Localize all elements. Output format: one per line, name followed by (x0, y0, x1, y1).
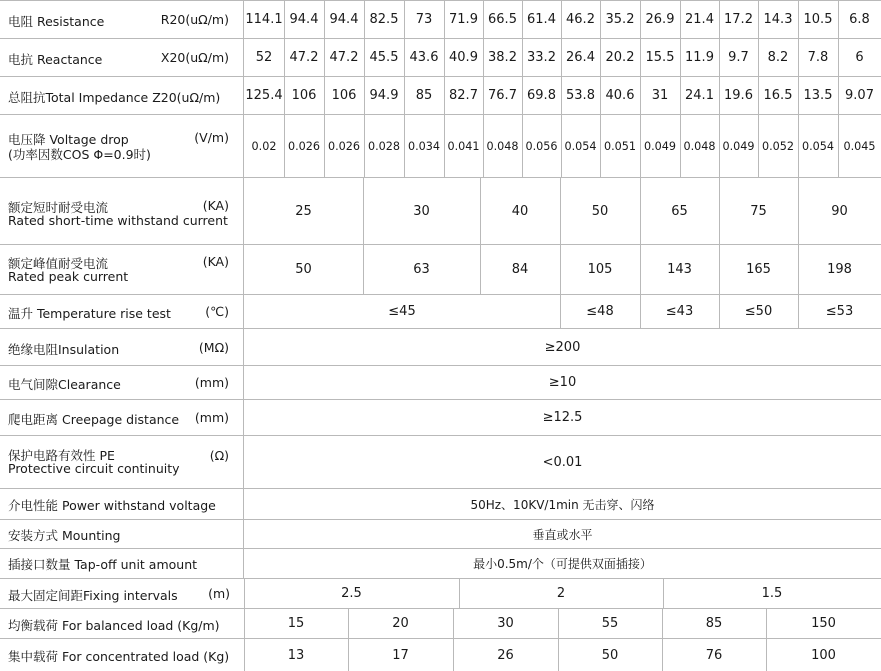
clearance-label-cell (0, 366, 244, 399)
peak-value-1: 50 (295, 262, 312, 277)
cell-divider (758, 39, 759, 76)
peak-value-2: 63 (413, 262, 430, 277)
resistance-value-8: 61.4 (527, 12, 556, 27)
impedance-value-7: 76.7 (488, 88, 517, 103)
cell-divider (324, 77, 325, 114)
resistance-row (0, 1, 881, 39)
resistance-value-13: 17.2 (724, 12, 753, 27)
voltage-drop-value-9: 0.054 (564, 139, 597, 153)
resistance-value-2: 94.4 (289, 12, 319, 27)
resistance-value-10: 35.2 (605, 12, 635, 27)
resistance-unit: R20(uΩ/m) (160, 12, 229, 27)
power-withstand-row (0, 489, 881, 520)
cell-divider (483, 39, 484, 76)
cell-divider (600, 1, 601, 38)
cell-divider (640, 1, 641, 38)
voltage-drop-value-3: 0.026 (327, 139, 361, 153)
impedance-value-10: 40.6 (605, 88, 635, 103)
balanced-value-6: 150 (811, 616, 836, 631)
cell-divider (600, 77, 601, 114)
voltage-drop-value-7: 0.048 (486, 139, 519, 153)
fixing-row (0, 579, 881, 609)
tapoff-label-cell (0, 549, 244, 578)
clearance-unit: (mm) (194, 375, 229, 390)
power-withstand-value: 50Hz、10KV/1min 无击穿、闪络 (470, 497, 655, 512)
insulation-row (0, 329, 881, 366)
cell-divider (522, 115, 523, 177)
impedance-value-3: 106 (331, 88, 357, 103)
temperature-label: 温升 Temperature rise test (8, 306, 171, 321)
reactance-label-cell (0, 39, 244, 76)
impedance-value-9: 53.8 (566, 88, 595, 103)
voltage-drop-value-16: 0.045 (843, 139, 876, 153)
resistance-value-1: 114.1 (245, 12, 283, 27)
cell-divider (444, 77, 445, 114)
cell-divider (640, 115, 641, 177)
impedance-value-1: 125.4 (245, 88, 283, 103)
resistance-value-14: 14.3 (763, 12, 793, 27)
reactance-label: 电抗 Reactance (8, 52, 103, 67)
cell-divider (719, 1, 720, 38)
reactance-value-14: 8.2 (767, 50, 789, 65)
insulation-label-cell (0, 329, 244, 365)
voltage-drop-value-12: 0.048 (683, 139, 716, 153)
cell-divider (663, 579, 664, 608)
cell-divider (719, 295, 720, 328)
voltage-drop-value-15: 0.054 (801, 139, 835, 153)
concentrated-value-1: 13 (287, 647, 305, 663)
cell-divider (404, 1, 405, 38)
cell-divider (480, 245, 481, 294)
cell-divider (284, 39, 285, 76)
impedance-label: 总阻抗Total Impedance Z20(uΩ/m) (8, 90, 221, 105)
short-time-value-1: 25 (295, 203, 312, 219)
resistance-value-16: 6.8 (849, 12, 870, 27)
voltage-drop-value-8: 0.056 (525, 139, 558, 153)
voltage-drop-value-1: 0.02 (251, 139, 277, 153)
impedance-value-14: 16.5 (763, 88, 793, 103)
resistance-value-5: 73 (415, 12, 433, 27)
cell-divider (798, 178, 799, 244)
cell-divider (363, 178, 364, 244)
pe-label: 保护电路有效性 PE (8, 448, 115, 463)
tapoff-label: 插接口数量 Tap-off unit amount (8, 557, 198, 572)
voltage-drop-sublabel: (功率因数COS Φ=0.9时) (8, 147, 151, 162)
peak-unit: (KA) (202, 254, 229, 269)
impedance-value-8: 69.8 (527, 88, 556, 103)
cell-divider (364, 1, 365, 38)
cell-divider (348, 639, 349, 671)
balanced-label-cell (0, 609, 244, 638)
pe-row (0, 436, 881, 489)
fixing-value-3: 1.5 (761, 586, 783, 601)
impedance-value-12: 24.1 (685, 88, 714, 103)
cell-divider (758, 115, 759, 177)
resistance-value-7: 66.5 (488, 12, 517, 27)
voltage-drop-label: 电压降 Voltage drop (8, 132, 129, 147)
peak-row (0, 245, 881, 295)
cell-divider (798, 115, 799, 177)
creepage-unit: (mm) (194, 410, 229, 425)
tapoff-value: 最小0.5m/个（可提供双面插接） (473, 557, 652, 571)
cell-divider (324, 39, 325, 76)
cell-divider (364, 77, 365, 114)
clearance-row (0, 366, 881, 400)
peak-label: 额定峰值耐受电流 (8, 256, 109, 271)
cell-divider (561, 77, 562, 114)
resistance-label: 电阻 Resistance (8, 14, 105, 29)
reactance-row (0, 39, 881, 77)
reactance-value-4: 45.5 (369, 50, 399, 65)
short-time-sublabel: Rated short-time withstand current (8, 213, 228, 228)
resistance-value-4: 82.5 (369, 12, 399, 27)
concentrated-value-4: 50 (601, 647, 619, 663)
cell-divider (453, 639, 454, 671)
cell-divider (838, 115, 839, 177)
cell-divider (522, 39, 523, 76)
cell-divider (662, 639, 663, 671)
impedance-value-16: 9.07 (845, 88, 874, 103)
cell-divider (522, 77, 523, 114)
reactance-value-5: 43.6 (409, 50, 439, 65)
short-time-value-4: 50 (591, 203, 609, 219)
voltage-drop-value-14: 0.052 (761, 139, 795, 153)
cell-divider (558, 609, 559, 638)
cell-divider (560, 295, 561, 328)
impedance-row (0, 77, 881, 115)
impedance-value-2: 106 (291, 88, 317, 103)
cell-divider (719, 245, 720, 294)
cell-divider (680, 1, 681, 38)
resistance-label-cell (0, 1, 244, 38)
cell-divider (758, 77, 759, 114)
peak-value-4: 105 (587, 262, 613, 277)
voltage-drop-value-13: 0.049 (722, 139, 755, 153)
impedance-value-6: 82.7 (449, 88, 478, 103)
pe-unit: (Ω) (209, 448, 229, 463)
reactance-value-13: 9.7 (728, 50, 749, 65)
insulation-value: ≥200 (544, 339, 581, 355)
cell-divider (719, 77, 720, 114)
impedance-value-13: 19.6 (724, 88, 753, 103)
cell-divider (838, 77, 839, 114)
cell-divider (404, 77, 405, 114)
cell-divider (680, 39, 681, 76)
cell-divider (640, 295, 641, 328)
pe-label-cell (0, 436, 244, 488)
cell-divider (798, 245, 799, 294)
cell-divider (364, 115, 365, 177)
voltage-drop-value-6: 0.041 (447, 139, 480, 153)
voltage-drop-unit: (V/m) (194, 130, 229, 145)
peak-value-7: 198 (827, 262, 852, 277)
resistance-value-9: 46.2 (566, 12, 595, 27)
concentrated-value-3: 26 (497, 647, 514, 663)
temperature-label-cell (0, 295, 244, 328)
cell-divider (838, 1, 839, 38)
cell-divider (444, 39, 445, 76)
mounting-label: 安装方式 Mounting (8, 528, 121, 543)
cell-divider (640, 39, 641, 76)
power-withstand-label-cell (0, 489, 244, 519)
reactance-value-1: 52 (255, 50, 273, 65)
mounting-row (0, 520, 881, 549)
cell-divider (798, 39, 799, 76)
cell-divider (453, 609, 454, 638)
concentrated-label: 集中载荷 For concentrated load (Kg) (8, 649, 230, 664)
voltage-drop-value-4: 0.028 (367, 139, 401, 153)
peak-value-5: 143 (667, 262, 692, 277)
cell-divider (766, 609, 767, 638)
temperature-value-5: ≤53 (825, 304, 854, 319)
cell-divider (680, 115, 681, 177)
reactance-value-10: 20.2 (605, 50, 635, 65)
fixing-label: 最大固定间距Fixing intervals (8, 588, 178, 603)
short-time-value-5: 65 (671, 203, 688, 219)
cell-divider (364, 39, 365, 76)
impedance-value-4: 94.9 (369, 88, 399, 103)
cell-divider (798, 1, 799, 38)
cell-divider (483, 77, 484, 114)
cell-divider (244, 609, 245, 638)
cell-divider (640, 178, 641, 244)
cell-divider (719, 39, 720, 76)
fixing-label-cell (0, 579, 244, 608)
cell-divider (324, 115, 325, 177)
cell-divider (640, 77, 641, 114)
cell-divider (766, 639, 767, 671)
mounting-value: 垂直或水平 (532, 527, 593, 542)
cell-divider (522, 1, 523, 38)
impedance-value-11: 31 (651, 88, 669, 103)
cell-divider (480, 178, 481, 244)
voltage-drop-value-10: 0.051 (603, 139, 637, 153)
cell-divider (284, 77, 285, 114)
temperature-value-3: ≤43 (665, 304, 694, 319)
reactance-value-16: 6 (855, 50, 864, 65)
reactance-value-11: 15.5 (645, 50, 675, 65)
balanced-value-4: 55 (601, 616, 619, 631)
concentrated-value-6: 100 (811, 647, 836, 663)
peak-label-cell (0, 245, 244, 294)
pe-value: <0.01 (542, 454, 583, 470)
cell-divider (348, 609, 349, 638)
cell-divider (798, 295, 799, 328)
reactance-value-9: 26.4 (566, 50, 595, 65)
power-withstand-label: 介电性能 Power withstand voltage (8, 498, 216, 513)
short-time-label: 额定短时耐受电流 (8, 200, 109, 215)
short-time-row (0, 178, 881, 245)
creepage-value: ≥12.5 (542, 410, 583, 425)
cell-divider (600, 39, 601, 76)
cell-divider (244, 579, 245, 608)
resistance-value-11: 26.9 (645, 12, 675, 27)
temperature-value-4: ≤50 (744, 304, 773, 319)
balanced-row (0, 609, 881, 639)
temperature-unit: (℃) (205, 304, 229, 319)
cell-divider (444, 1, 445, 38)
cell-divider (459, 579, 460, 608)
short-time-label-cell (0, 178, 244, 244)
reactance-unit: X20(uΩ/m) (160, 50, 229, 65)
reactance-value-12: 11.9 (685, 50, 714, 65)
short-time-unit: (KA) (202, 198, 229, 213)
resistance-value-15: 10.5 (803, 12, 833, 27)
cell-divider (558, 639, 559, 671)
voltage-drop-value-2: 0.026 (287, 139, 321, 153)
cell-divider (662, 609, 663, 638)
clearance-value: ≥10 (548, 375, 577, 390)
balanced-value-3: 30 (497, 616, 514, 631)
cell-divider (719, 115, 720, 177)
voltage-drop-label-cell (0, 115, 244, 177)
cell-divider (244, 639, 245, 671)
creepage-label-cell (0, 400, 244, 435)
temperature-value-2: ≤48 (586, 304, 614, 319)
concentrated-value-2: 17 (392, 647, 409, 663)
pe-sublabel: Protective circuit continuity (8, 461, 180, 476)
temperature-value-1: ≤45 (388, 304, 416, 319)
resistance-value-12: 21.4 (685, 12, 714, 27)
cell-divider (444, 115, 445, 177)
clearance-label: 电气间隙Clearance (8, 377, 121, 392)
reactance-value-15: 7.8 (807, 50, 829, 65)
cell-divider (404, 115, 405, 177)
reactance-value-8: 33.2 (527, 50, 556, 65)
impedance-value-15: 13.5 (803, 88, 833, 103)
resistance-value-3: 94.4 (329, 12, 359, 27)
cell-divider (600, 115, 601, 177)
cell-divider (640, 245, 641, 294)
concentrated-row (0, 639, 881, 671)
cell-divider (561, 39, 562, 76)
creepage-row (0, 400, 881, 436)
cell-divider (798, 77, 799, 114)
voltage-drop-row (0, 115, 881, 178)
reactance-value-6: 40.9 (449, 50, 478, 65)
balanced-value-5: 85 (705, 616, 723, 631)
impedance-label-cell (0, 77, 244, 114)
cell-divider (483, 115, 484, 177)
temperature-row (0, 295, 881, 329)
short-time-value-3: 40 (511, 203, 529, 219)
peak-sublabel: Rated peak current (8, 269, 129, 284)
fixing-value-2: 2 (556, 586, 566, 601)
cell-divider (719, 178, 720, 244)
cell-divider (561, 115, 562, 177)
cell-divider (560, 178, 561, 244)
cell-divider (758, 1, 759, 38)
short-time-value-2: 30 (413, 203, 430, 219)
voltage-drop-value-11: 0.049 (643, 139, 677, 153)
creepage-label: 爬电距离 Creepage distance (8, 412, 180, 427)
balanced-value-1: 15 (287, 616, 305, 631)
insulation-label: 绝缘电阻Insulation (8, 342, 120, 357)
short-time-value-6: 75 (750, 203, 767, 219)
cell-divider (284, 1, 285, 38)
short-time-value-7: 90 (831, 203, 848, 219)
concentrated-label-cell (0, 639, 244, 671)
reactance-value-7: 38.2 (488, 50, 517, 65)
reactance-value-2: 47.2 (289, 50, 319, 65)
cell-divider (284, 115, 285, 177)
cell-divider (324, 1, 325, 38)
resistance-value-6: 71.9 (449, 12, 478, 27)
cell-divider (680, 77, 681, 114)
reactance-value-3: 47.2 (329, 50, 359, 65)
peak-value-6: 165 (746, 262, 771, 277)
cell-divider (363, 245, 364, 294)
concentrated-value-5: 76 (705, 647, 723, 663)
balanced-value-2: 20 (392, 616, 409, 631)
balanced-label: 均衡载荷 For balanced load (Kg/m) (8, 618, 220, 633)
fixing-unit: (m) (208, 586, 230, 601)
fixing-value-1: 2.5 (341, 586, 362, 601)
cell-divider (483, 1, 484, 38)
cell-divider (404, 39, 405, 76)
tapoff-row (0, 549, 881, 579)
insulation-unit: (MΩ) (198, 340, 229, 355)
cell-divider (838, 39, 839, 76)
impedance-value-5: 85 (415, 88, 433, 103)
mounting-label-cell (0, 520, 244, 548)
cell-divider (560, 245, 561, 294)
cell-divider (561, 1, 562, 38)
voltage-drop-value-5: 0.034 (407, 139, 441, 153)
peak-value-3: 84 (511, 262, 529, 277)
